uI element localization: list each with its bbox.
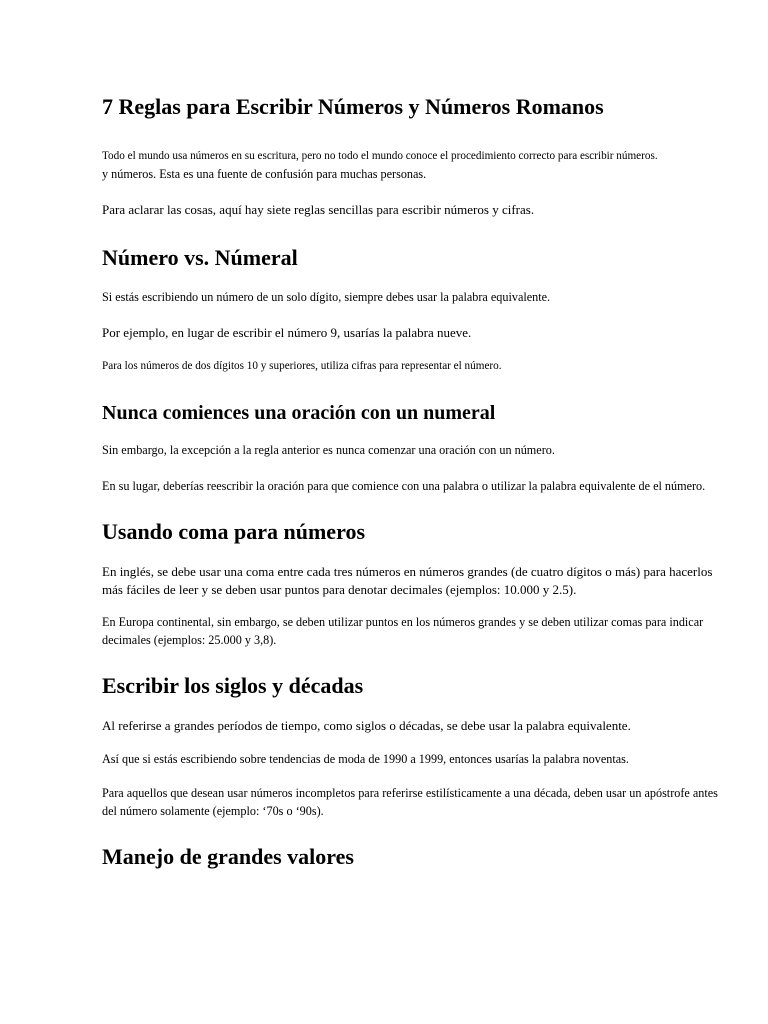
intro-paragraph-2: Para aclarar las cosas, aquí hay siete reglas sencillas para escribir números y cifras. (102, 202, 535, 217)
section-1-paragraph-3: Para los números de dos dígitos 10 y superiores, utiliza cifras para representar el número. (102, 359, 502, 372)
section-2-paragraph-2: En su lugar, deberías reescribir la oración para que comience con una palabra o utilizar la palabra equivalente de el número. (102, 478, 706, 493)
section-1-paragraph-1: Si estás escribiendo un número de un solo dígito, siempre debes usar la palabra equivalente. (102, 289, 551, 304)
section-heading-numero-vs-numeral: Número vs. Númeral (102, 244, 298, 270)
section-3-paragraph-2: En Europa continental, sin embargo, se deben utilizar puntos en los números grandes y se deben utilizar comas para indicar decimales (ejemplos: 25.000 y 3,8). (102, 615, 704, 647)
intro-paragraph-1 (102, 148, 722, 184)
section-4-paragraph-3: Para aquellos que desean usar números incompletos para referirse estilísticamente a una década, deben usar un apóstrofe antes del número solamente (ejemplo: ‘70s o ‘90s). (102, 786, 718, 818)
intro-paragraph-1-line-1: Todo el mundo usa números en su escritura, pero no todo el mundo conoce el procedimiento correcto para escribir números. (102, 150, 658, 162)
section-heading-nunca-comiences: Nunca comiences una oración con un numeral (102, 402, 496, 424)
section-heading-escribir-siglos: Escribir los siglos y décadas (102, 673, 364, 698)
intro-paragraph-1-line-2: y números. Esta es una fuente de confusión para muchas personas. (102, 166, 427, 181)
document-page (102, 92, 722, 888)
section-2-paragraph-1: Sin embargo, la excepción a la regla anterior es nunca comenzar una oración con un número. (102, 443, 555, 457)
section-3-paragraph-1: En inglés, se debe usar una coma entre cada tres números en números grandes (de cuatro dígitos o más) para hacerlos más fáciles de leer y se deben usar puntos para denotar decimales (ejemplos: 10.000 y 2.5). (102, 564, 713, 597)
section-heading-usando-coma: Usando coma para números (102, 519, 366, 544)
section-4-paragraph-2: Así que si estás escribiendo sobre tendencias de moda de 1990 a 1999, entonces usarías la palabra noventas. (102, 751, 629, 766)
section-1-paragraph-2: Por ejemplo, en lugar de escribir el número 9, usarías la palabra nueve. (102, 325, 472, 340)
section-heading-manejo-grandes-valores: Manejo de grandes valores (102, 844, 354, 869)
section-4-paragraph-1: Al referirse a grandes períodos de tiempo, como siglos o décadas, se debe usar la palabra equivalente. (102, 718, 631, 733)
document-title: 7 Reglas para Escribir Números y Números Romanos (102, 94, 604, 119)
